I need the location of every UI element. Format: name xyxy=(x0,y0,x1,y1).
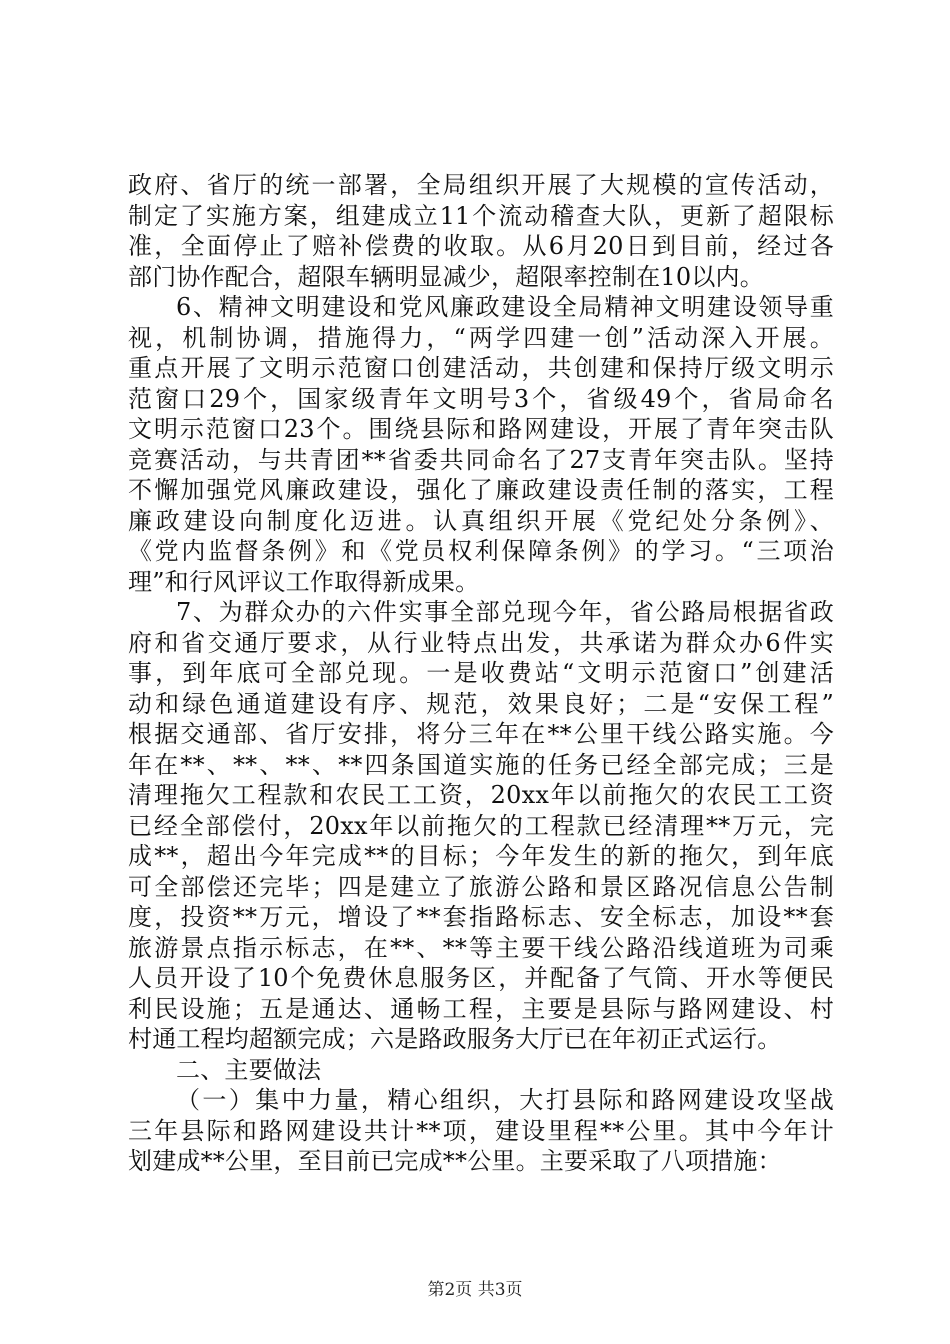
text-line: 《党内监督条例》和《党员权利保障条例》的学习。“三项治 xyxy=(128,537,834,565)
text-line: 重点开展了文明示范窗口创建活动，共创建和保持厅级文明示 xyxy=(128,354,834,382)
document-body xyxy=(128,170,834,1177)
text-line: 范窗口29个，国家级青年文明号3个，省级49个，省局命名 xyxy=(128,384,834,413)
text-line: 廉政建设向制度化迈进。认真组织开展《党纪处分条例》、 xyxy=(128,506,834,535)
text-line: 动和绿色通道建设有序、规范，效果良好；二是“安保工程” xyxy=(128,689,834,718)
page-footer: 第2页 共3页 xyxy=(427,1280,523,1300)
text-line: 不懈加强党风廉政建设，强化了廉政建设责任制的落实，工程 xyxy=(128,476,834,504)
text-line: 年在**、**、**、**四条国道实施的任务已经全部完成；三是 xyxy=(128,750,834,779)
text-line: 可全部偿还完毕；四是建立了旅游公路和景区路况信息公告制 xyxy=(128,872,834,901)
text-line: 7、为群众办的六件实事全部兑现今年，省公路局根据省政 xyxy=(176,598,834,626)
text-line: 视，机制协调，措施得力，“两学四建一创”活动深入开展。 xyxy=(128,323,834,352)
text-line: 划建成**公里，至目前已完成**公里。主要采取了八项措施： xyxy=(128,1147,782,1175)
text-line: 政府、省厅的统一部署，全局组织开展了大规模的宣传活动， xyxy=(128,171,834,199)
text-line: 制定了实施方案，组建成立11个流动稽查大队，更新了超限标 xyxy=(128,201,834,230)
text-line: 竞赛活动，与共青团**省委共同命名了27支青年突击队。坚持 xyxy=(128,445,834,474)
text-line: 度，投资**万元，增设了**套指路标志、安全标志，加设**套 xyxy=(128,903,834,931)
text-line: 事，到年底可全部兑现。一是收费站“文明示范窗口”创建活 xyxy=(128,659,834,687)
text-line: 6、精神文明建设和党风廉政建设全局精神文明建设领导重 xyxy=(176,293,834,321)
text-line: 村通工程均超额完成；六是路政服务大厅已在年初正式运行。 xyxy=(128,1025,782,1053)
text-line: 准，全面停止了赔补偿费的收取。从6月20日到目前，经过各 xyxy=(128,232,834,260)
text-line: 三年县际和路网建设共计**项，建设里程**公里。其中今年计 xyxy=(128,1116,834,1145)
text-line: 人员开设了10个免费休息服务区，并配备了气筒、开水等便民 xyxy=(128,964,834,992)
text-line: 理”和行风评议工作取得新成果。 xyxy=(128,567,480,596)
text-line: 文明示范窗口23个。围绕县际和路网建设，开展了青年突击队 xyxy=(128,415,834,443)
text-line: 旅游景点指示标志，在**、**等主要干线公路沿线道班为司乘 xyxy=(128,933,834,962)
text-line: 根据交通部、省厅安排，将分三年在**公里干线公路实施。今 xyxy=(128,720,834,748)
text-line: 府和省交通厅要求，从行业特点出发，共承诺为群众办6件实 xyxy=(128,628,834,657)
text-line: 利民设施；五是通达、通畅工程，主要是县际与路网建设、村 xyxy=(128,994,834,1023)
text-line: 部门协作配合，超限车辆明显减少，超限率控制在10以内。 xyxy=(128,262,764,291)
subsection-heading: （一）集中力量，精心组织，大打县际和路网建设攻坚战 xyxy=(176,1086,834,1114)
text-line: 已经全部偿付，20xx年以前拖欠的工程款已经清理**万元，完 xyxy=(128,811,834,840)
text-line: 成**，超出今年完成**的目标；今年发生的新的拖欠，到年底 xyxy=(128,842,834,870)
section-heading: 二、主要做法 xyxy=(176,1055,322,1084)
text-line: 清理拖欠工程款和农民工工资，20xx年以前拖欠的农民工工资 xyxy=(128,781,834,809)
